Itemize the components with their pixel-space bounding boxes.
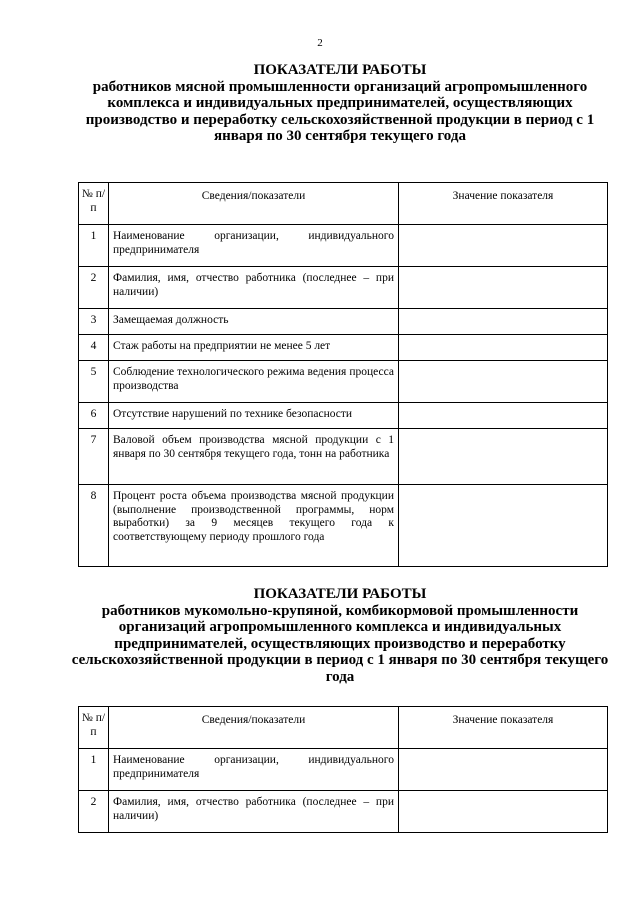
row-value-field[interactable] xyxy=(399,309,608,335)
section-2-title: ПОКАЗАТЕЛИ РАБОТЫ xyxy=(253,586,427,602)
row-number: 1 xyxy=(79,225,109,267)
header-indicator: Сведения/показатели xyxy=(109,183,399,225)
table-row xyxy=(79,749,608,791)
row-indicator: Наименование организации, индивидуального предпринимателя xyxy=(109,225,399,267)
section-1-heading xyxy=(60,62,620,145)
table-header-row xyxy=(79,183,608,225)
header-indicator: Сведения/показатели xyxy=(109,707,399,749)
row-value-field[interactable] xyxy=(399,429,608,485)
page-number: 2 xyxy=(317,37,323,49)
row-number: 5 xyxy=(79,361,109,403)
table-row xyxy=(79,267,608,309)
row-value-field[interactable] xyxy=(399,403,608,429)
row-indicator: Валовой объем производства мясной продукции с 1 января по 30 сентября текущего года, тонн на работника xyxy=(109,429,399,485)
header-value: Значение показателя xyxy=(399,183,608,225)
row-indicator: Наименование организации, индивидуального предпринимателя xyxy=(109,749,399,791)
indicators-table-meat xyxy=(78,182,608,567)
table-row xyxy=(79,403,608,429)
row-value-field[interactable] xyxy=(399,267,608,309)
section-1-subtitle: работников мясной промышленности организаций агропромышленного комплекса и индивидуальных предпринимателей, осуществляющих производство и переработку сельскохозяйственной продукции в период с 1 января по 30 сентября текущего года xyxy=(85,78,595,144)
row-value-field[interactable] xyxy=(399,749,608,791)
table-row xyxy=(79,225,608,267)
row-indicator: Процент роста объема производства мясной продукции (выполнение производственной программы, норм выработки) за 9 месяцев текущего года к соответствующему периоду прошлого года xyxy=(109,485,399,567)
row-number: 3 xyxy=(79,309,109,335)
row-indicator: Фамилия, имя, отчество работника (последнее – при наличии) xyxy=(109,791,399,833)
row-number: 4 xyxy=(79,335,109,361)
row-indicator: Фамилия, имя, отчество работника (последнее – при наличии) xyxy=(109,267,399,309)
row-number: 7 xyxy=(79,429,109,485)
row-value-field[interactable] xyxy=(399,225,608,267)
table-row xyxy=(79,485,608,567)
section-1-title: ПОКАЗАТЕЛИ РАБОТЫ xyxy=(253,62,427,78)
row-indicator: Отсутствие нарушений по технике безопасности xyxy=(109,403,399,429)
table-row xyxy=(79,429,608,485)
row-value-field[interactable] xyxy=(399,361,608,403)
header-number: № п/п xyxy=(79,707,109,749)
section-2-heading xyxy=(60,586,620,685)
table-row xyxy=(79,791,608,833)
row-number: 8 xyxy=(79,485,109,567)
header-value: Значение показателя xyxy=(399,707,608,749)
section-2-subtitle: работников мукомольно-крупяной, комбикормовой промышленности организаций агропромышленного комплекса и индивидуальных предпринимателей, осуществляющих производство и переработку сельскохозяйственной продукции в период с 1 января по 30 сентября текущего года xyxy=(71,602,609,685)
table-row xyxy=(79,361,608,403)
row-value-field[interactable] xyxy=(399,485,608,567)
row-number: 2 xyxy=(79,791,109,833)
header-number: № п/п xyxy=(79,183,109,225)
table-row xyxy=(79,335,608,361)
indicators-table-milling xyxy=(78,706,608,833)
table-row xyxy=(79,309,608,335)
row-number: 2 xyxy=(79,267,109,309)
row-number: 6 xyxy=(79,403,109,429)
row-value-field[interactable] xyxy=(399,791,608,833)
row-number: 1 xyxy=(79,749,109,791)
row-value-field[interactable] xyxy=(399,335,608,361)
row-indicator: Замещаемая должность xyxy=(109,309,399,335)
table-header-row xyxy=(79,707,608,749)
row-indicator: Соблюдение технологического режима ведения процесса производства xyxy=(109,361,399,403)
row-indicator: Стаж работы на предприятии не менее 5 лет xyxy=(109,335,399,361)
